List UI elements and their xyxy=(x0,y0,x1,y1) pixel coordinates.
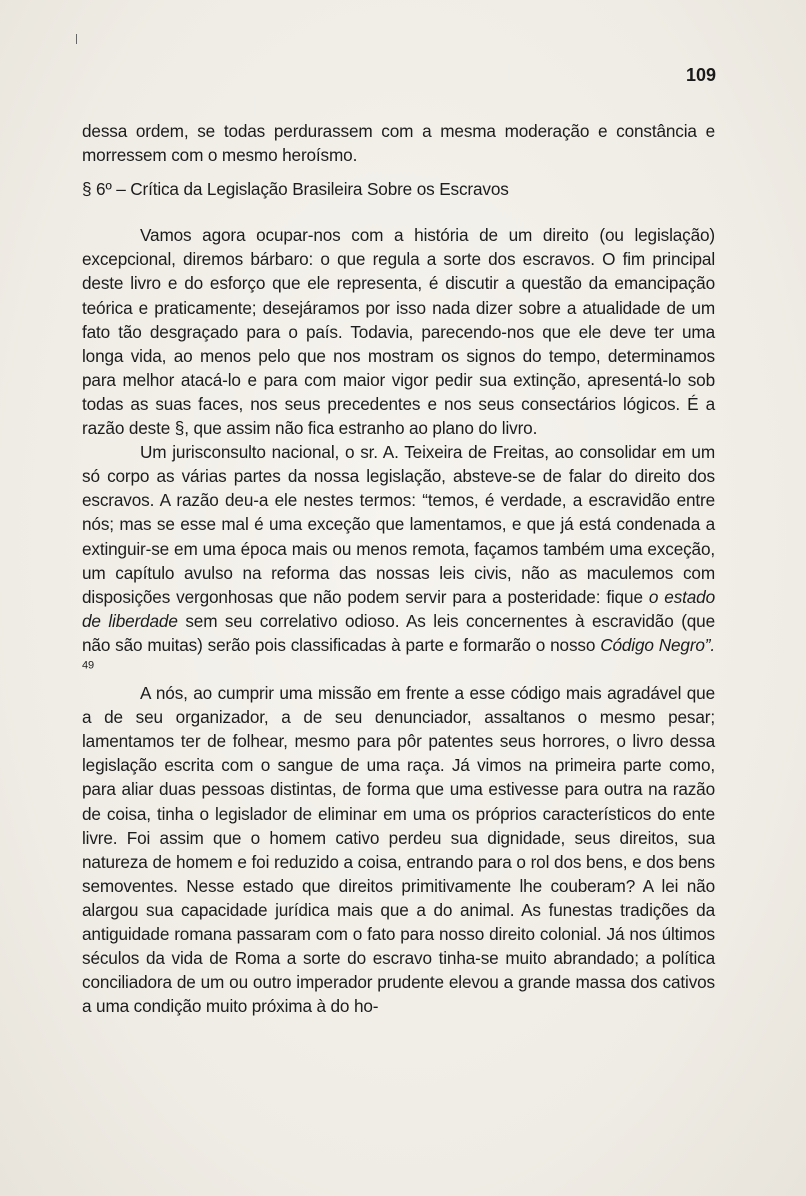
body-text xyxy=(82,119,715,1018)
page-number: 109 xyxy=(685,65,716,85)
paragraph-1: Vamos agora ocupar-nos com a história de um direito (ou legislação) excepcional, diremos bárbaro: o que regula a sorte dos escravos. O fim principal deste livro e do esforço que ele representa, é discutir a questão da emancipação teórica e praticamente; desejáramos por isso nada dizer sobre a atualidade de um fato tão desgraçado para o país. Todavia, parecendo-nos que ele deve ter uma longa vida, ao menos pelo que nos mostram os signos do tempo, determinamos para melhor atacá-lo e para com maior vigor pedir sua extinção, apresentá-lo sob todas as suas faces, nos seus precedentes e nos seus consectários lógicos. É a razão deste §, que assim não fica estranho ao plano do livro. xyxy=(82,225,715,439)
emphasis-codigo-negro: Código Negro”. xyxy=(600,634,715,655)
paragraph-2-part-b: sem seu correlativo odioso. As leis concernentes à escravidão (que não são muitas) serão pois classificadas à parte e formarão o nosso xyxy=(82,610,715,655)
section-heading: § 6º – Crítica da Legislação Brasileira Sobre os Escravos xyxy=(82,179,509,200)
margin-mark xyxy=(76,34,77,44)
paragraph-2 xyxy=(82,440,715,681)
paragraph-2-part-a: Um jurisconsulto nacional, o sr. A. Teixeira de Freitas, ao consolidar em um só corpo as várias partes da nossa legislação, absteve-se de falar do direito dos escravos. A razão deu-a ele nestes termos: “temos, é verdade, a escravidão entre nós; mas se esse mal é uma exceção que lamentamos, e que já está condenada a extinguir-se em uma época mais ou menos remota, façamos também uma exceção, um capítulo avulso na reforma das nossas leis civis, não as maculemos com disposições vergonhosas que não podem servir para a posteridade: fique xyxy=(82,442,715,607)
emphasis-estado-de-liberdade: o estado de liberdade xyxy=(82,586,715,631)
paragraph-3: A nós, ao cumprir uma missão em frente a esse código mais agradável que a de seu organizador, a de seu denunciador, assaltanos o mesmo pesar; lamentamos ter de folhear, mesmo para pôr patentes seus horrores, o livro dessa legislação escrita com o sangue de uma raça. Já vimos na primeira parte como, para aliar duas pessoas distintas, de forma que uma estivesse para outra na razão de coisa, tinha o legislador de eliminar em uma os próprios característicos do ente livre. Foi assim que o homem cativo perdeu sua dignidade, seus direitos, sua natureza de homem e foi reduzido a coisa, entrando para o rol dos bens, e dos bens semoventes. Nesse estado que direitos primitivamente lhe couberam? A lei não alargou sua capacidade jurídica mais que a do animal. As funestas tradições da antiguidade romana passaram com o fato para nosso direito colonial. Já nos últimos séculos da vida de Roma a sorte do escravo tinha-se muito abrandado; a política conciliadora de um ou outro imperador prudente elevou a grande massa dos cativos a uma condição muito próxima à do ho- xyxy=(82,683,715,1017)
footnote-reference: 49 xyxy=(82,659,94,672)
paragraph-continuation: dessa ordem, se todas perdurassem com a mesma moderação e constância e morressem com o mesmo heroísmo. xyxy=(82,121,715,166)
